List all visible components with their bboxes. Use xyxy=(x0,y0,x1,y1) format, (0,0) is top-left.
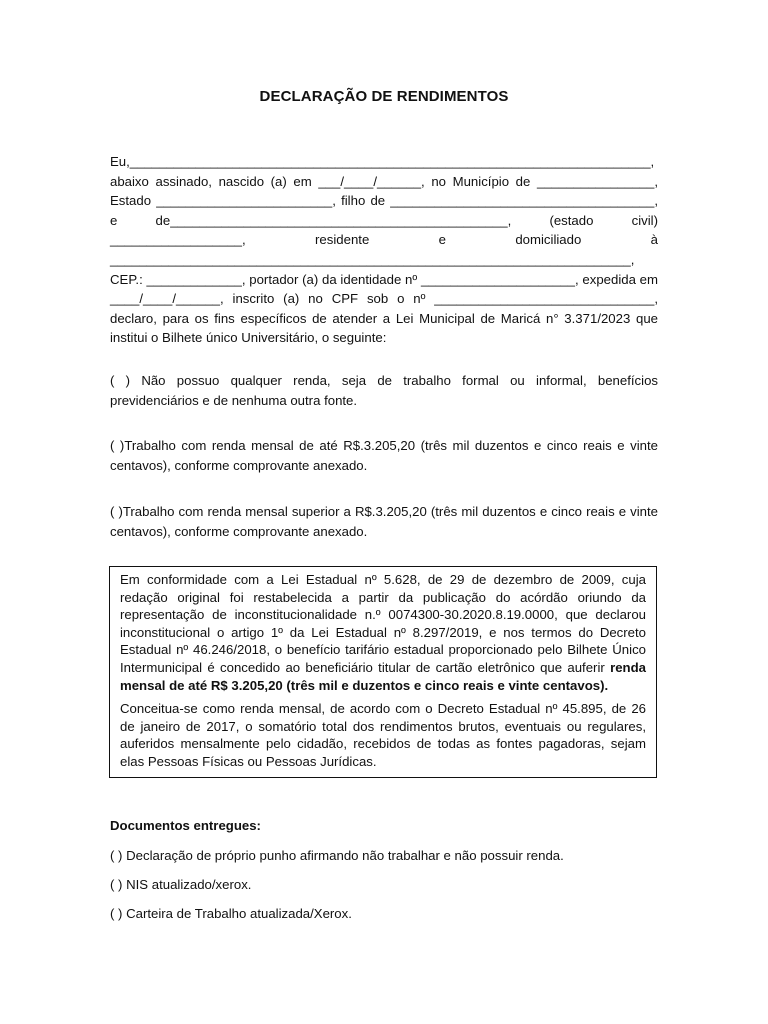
document-title: DECLARAÇÃO DE RENDIMENTOS xyxy=(259,88,509,105)
income-option-none: ( ) Não possuo qualquer renda, seja de trabalho formal ou informal, benefícios previdenciários e de nenhuma outra fonte. xyxy=(110,373,658,408)
document-item-work-card: ( ) Carteira de Trabalho atualizada/Xerox. xyxy=(110,906,352,921)
documents-heading: Documentos entregues: xyxy=(110,818,261,833)
declaration-paragraph: Eu,_______________________________________________________________________, abaixo assinado, nascido (a) em ___/____/______, no Município de ________________, Estado ________________________, filho de ____________________________________, e de______________________________________________, (estado civil) __________________, residente e domiciliado à _______________________________________________________________________, CEP.: _____________, portador (a) da identidade nº _____________________, expedida em ____/____/______, inscrito (a) no CPF sob o nº ______________________________, declaro, para os fins específicos de atender a Lei Municipal de Maricá n° 3.371/2023 que institui o Bilhete único Universitário, o seguinte: xyxy=(110,154,658,346)
legal-info-paragraph-2: Conceitua-se como renda mensal, de acordo com o Decreto Estadual nº 45.895, de 26 de janeiro de 2017, o somatório total dos rendimentos brutos, eventuais ou regulares, auferidos mensalmente pelo cidadão, recebidos de todas as fontes pagadoras, sejam elas Pessoas Físicas ou Pessoas Jurídicas. xyxy=(120,701,646,769)
legal-info-paragraph-1 xyxy=(120,571,646,694)
document-item-nis: ( ) NIS atualizado/xerox. xyxy=(110,877,252,892)
income-option-up-to-limit: ( )Trabalho com renda mensal de até R$.3.205,20 (três mil duzentos e cinco reais e vinte centavos), conforme comprovante anexado. xyxy=(110,438,658,473)
income-option-above-limit: ( )Trabalho com renda mensal superior a R$.3.205,20 (três mil duzentos e cinco reais e vinte centavos), conforme comprovante anexado. xyxy=(110,504,658,539)
legal-info-income-limit: renda mensal de até R$ 3.205,20 (três mil e duzentos e cinco reais e vinte centavos). xyxy=(120,659,646,693)
legal-info-text: Em conformidade com a Lei Estadual nº 5.628, de 29 de dezembro de 2009, cuja redação original foi restabelecida a partir da publicação do acórdão oriundo da representação de inconstitucionalidade n.º 0074300-30.2020.8.19.0000, que declarou inconstitucional o artigo 1º da Lei Estadual nº 8.297/2019, e nos termos do Decreto Estadual nº 46.246/2018, o benefício tarifário estadual proporcionado pelo Bilhete Único Intermunicipal é concedido ao beneficiário titular de cartão eletrônico que auferir xyxy=(120,572,646,675)
legal-info-box xyxy=(109,566,657,778)
document-item-declaration: ( ) Declaração de próprio punho afirmando não trabalhar e não possuir renda. xyxy=(110,848,564,863)
